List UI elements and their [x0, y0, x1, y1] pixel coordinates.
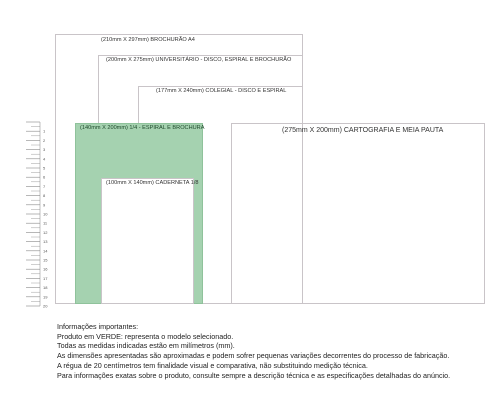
size-cartografia-label: (275mm X 200mm) CARTOGRAFIA E MEIA PAUTA	[282, 127, 444, 134]
ruler-number: 9	[43, 202, 46, 208]
size-caderneta-outline	[101, 178, 194, 304]
ruler-number: 18	[43, 285, 48, 291]
size-cartografia-outline	[231, 123, 485, 304]
ruler-number: 6	[43, 174, 46, 180]
size-a4-label: (210mm X 297mm) BROCHURÃO A4	[101, 37, 195, 43]
ruler-number: 7	[43, 183, 46, 189]
ruler-number: 11	[43, 220, 48, 226]
ruler-20cm	[18, 120, 48, 308]
ruler-number: 15	[43, 257, 48, 263]
ruler-number: 3	[43, 147, 46, 153]
ruler-number: 8	[43, 193, 46, 199]
ruler-number: 20	[43, 303, 48, 308]
size-caderneta-label: (100mm X 140mm) CADERNETA 1/8	[106, 180, 199, 186]
ruler-number: 4	[43, 156, 46, 162]
size-quarter-label: (140mm X 200mm) 1/4 - ESPIRAL E BROCHURA	[80, 125, 205, 131]
info-line: Todas as medidas indicadas estão em milímetros (mm).	[57, 341, 235, 351]
info-line: Produto em VERDE: representa o modelo selecionado.	[57, 331, 234, 341]
info-line: A régua de 20 centímetros tem finalidade visual e comparativa, não substituindo medição técnica.	[57, 360, 368, 370]
ruler-number: 2	[43, 137, 46, 143]
size-colegial-label: (177mm X 240mm) COLEGIAL - DISCO E ESPIRAL	[156, 88, 287, 94]
ruler-number: 14	[43, 248, 48, 254]
ruler-number: 17	[43, 275, 48, 281]
ruler-number: 13	[43, 239, 48, 245]
ruler-number: 16	[43, 266, 48, 272]
info-heading: Informações importantes:	[57, 322, 139, 331]
ruler-number: 19	[43, 294, 48, 300]
ruler-number: 12	[43, 229, 48, 235]
info-line: Para informações exatas sobre o produto, consulte sempre a descrição técnica e as especificações detalhadas do anúncio.	[57, 370, 451, 380]
ruler-number: 1	[43, 128, 46, 134]
size-universitario-label: (200mm X 275mm) UNIVERSITÁRIO - DISCO, ESPIRAL E BROCHURÃO	[106, 57, 292, 63]
ruler-number: 10	[43, 211, 48, 217]
info-line: As dimensões apresentadas são aproximadas e podem sofrer pequenas variações decorrentes do processo de fabricação.	[57, 351, 450, 361]
ruler-number: 5	[43, 165, 46, 171]
info-block	[57, 322, 497, 380]
